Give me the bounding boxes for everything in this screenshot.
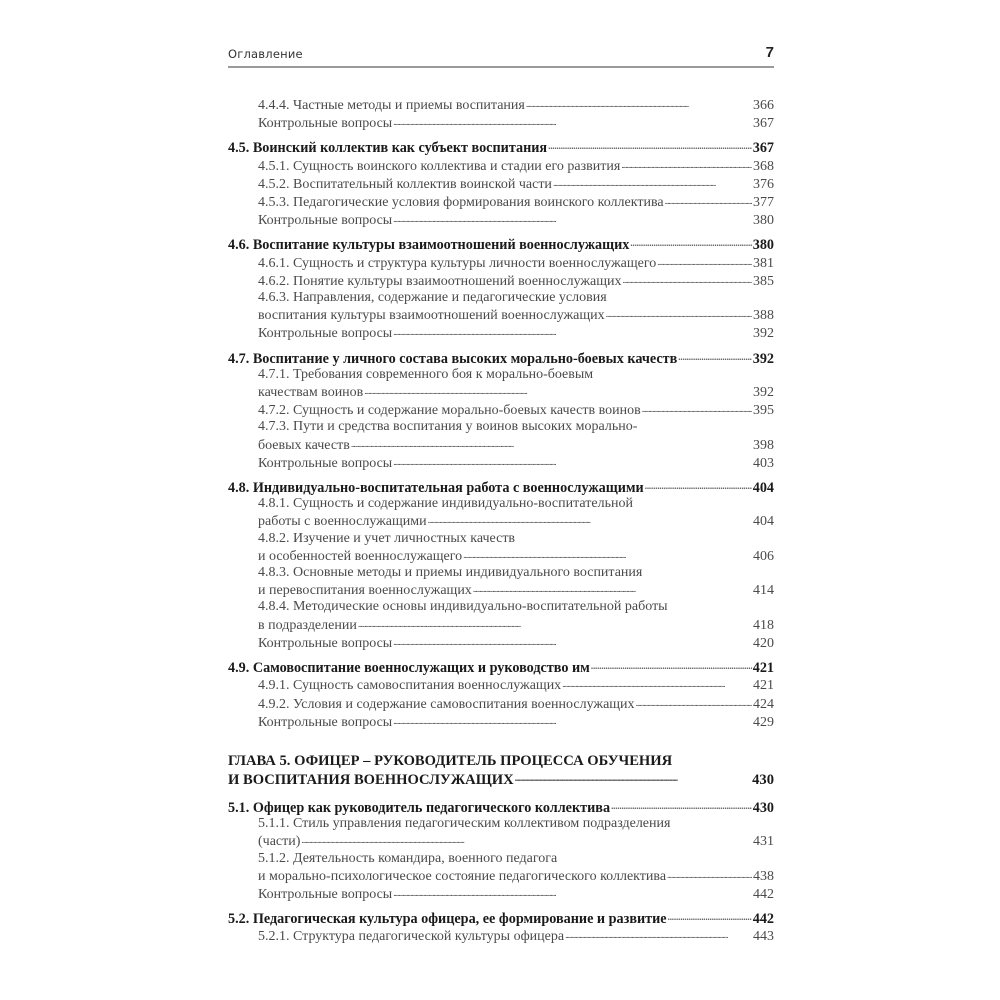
toc-entry-page: 442 — [753, 886, 774, 902]
toc-entry-page: 438 — [753, 868, 774, 884]
leader-dots — [630, 235, 751, 251]
toc-entry-page: 381 — [753, 255, 774, 271]
toc-entry[interactable] — [228, 254, 774, 272]
leader-dots — [565, 927, 752, 943]
toc-entry-page: 380 — [753, 213, 774, 229]
leader-dots — [393, 634, 752, 650]
toc-entry-label: 5.2.1. Структура педагогической культуры офицера — [258, 929, 565, 945]
leader-dots — [562, 676, 752, 692]
toc-entry-page: 406 — [753, 548, 774, 564]
leader-dots — [301, 832, 752, 848]
toc-entry-page: 368 — [753, 158, 774, 174]
toc-entry-label: Контрольные вопросы — [258, 635, 393, 651]
toc-chapter[interactable] — [228, 753, 774, 789]
toc-entry-label-line1: 4.8.4. Методические основы индивидуально-воспитательной работы — [258, 599, 668, 615]
leader-dots — [393, 211, 752, 227]
toc-entry[interactable] — [228, 401, 774, 419]
toc-entry-page: 424 — [753, 696, 774, 712]
toc-entry-page: 420 — [753, 635, 774, 651]
toc-section-label: 5.1. Офицер как руководитель педагогического коллектива — [228, 799, 611, 816]
book-page — [228, 44, 774, 946]
toc-chapter-label: И ВОСПИТАНИЯ ВОЕННОСЛУЖАЩИХ — [228, 771, 514, 788]
toc-entry[interactable] — [228, 211, 774, 229]
toc-entry-label: 4.5.2. Воспитательный коллектив воинской части — [258, 176, 552, 192]
toc-entry-label: (части) — [258, 834, 301, 850]
toc-chapter-page: 430 — [752, 771, 774, 788]
toc-section-page: 392 — [752, 350, 774, 367]
toc-entry-label-line1: 5.1.2. Деятельность командира, военного педагога — [258, 850, 558, 866]
leader-dots — [591, 658, 752, 674]
running-head — [228, 44, 774, 68]
toc-entry[interactable] — [228, 816, 774, 850]
leader-dots — [393, 454, 752, 470]
toc-entry-label: Контрольные вопросы — [258, 886, 393, 902]
toc-section-label: 4.6. Воспитание культуры взаимоотношений военнослужащих — [228, 237, 630, 254]
toc-entry[interactable] — [228, 114, 774, 132]
toc-section-label: 4.9. Самовоспитание военнослужащих и руководство им — [228, 660, 590, 677]
toc-entry[interactable] — [228, 713, 774, 731]
leader-dots — [473, 581, 752, 597]
toc-entry-label-line1: 4.7.3. Пути и средства воспитания у воинов высоких морально- — [258, 419, 638, 435]
toc-entry-label: 4.5.3. Педагогические условия формирования воинского коллектива — [258, 195, 664, 211]
toc-entry[interactable] — [228, 290, 774, 324]
leader-dots — [428, 512, 752, 528]
leader-dots — [611, 798, 752, 814]
toc-entry-label: Контрольные вопросы — [258, 213, 393, 229]
toc-entry-label: и морально-психологическое состояние педагогического коллектива — [258, 868, 667, 884]
toc-entry[interactable] — [228, 324, 774, 342]
toc-entry[interactable] — [228, 531, 774, 565]
leader-dots — [515, 770, 751, 787]
toc-section-label: 4.8. Индивидуально-воспитательная работа с военнослужащими — [228, 480, 644, 497]
leader-dots — [358, 616, 752, 632]
toc-entry-label-line1: 4.8.1. Сущность и содержание индивидуально-воспитательной — [258, 496, 633, 512]
leader-dots — [393, 713, 752, 729]
leader-dots — [393, 324, 752, 340]
toc-entry-page: 377 — [753, 195, 774, 211]
toc-entry-label: Контрольные вопросы — [258, 455, 393, 471]
leader-dots — [553, 175, 752, 191]
toc-chapter-label-line1: ГЛАВА 5. ОФИЦЕР – РУКОВОДИТЕЛЬ ПРОЦЕССА ОБУЧЕНИЯ — [228, 752, 673, 769]
toc-entry[interactable] — [228, 885, 774, 903]
toc-entry[interactable] — [228, 367, 774, 401]
toc-entry-label: 4.6.1. Сущность и структура культуры личности военнослужащего — [258, 255, 657, 271]
leader-dots — [463, 547, 752, 563]
toc-entry-label: 4.5.1. Сущность воинского коллектива и стадии его развития — [258, 158, 621, 174]
toc-section-label: 4.5. Воинский коллектив как субъект воспитания — [228, 140, 548, 157]
toc-entry[interactable] — [228, 272, 774, 290]
toc-entry-page: 443 — [753, 929, 774, 945]
toc-entry[interactable] — [228, 193, 774, 211]
leader-dots — [642, 401, 752, 417]
toc-section-page: 442 — [752, 911, 774, 928]
leader-dots — [393, 114, 752, 130]
toc-entry-label: 4.7.2. Сущность и содержание морально-боевых качеств воинов — [258, 403, 641, 419]
toc-entry-page: 385 — [753, 273, 774, 289]
toc-entry-page: 388 — [753, 308, 774, 324]
toc-entry-label: и перевоспитания военнослужащих — [258, 583, 472, 599]
toc-entry-label-line1: 4.7.1. Требования современного боя к морально-боевым — [258, 366, 594, 382]
leader-dots — [645, 478, 752, 494]
toc-entry-label-line1: 4.8.2. Изучение и учет личностных качеств — [258, 530, 516, 546]
toc-entry-page: 429 — [753, 714, 774, 730]
toc-entry[interactable] — [228, 634, 774, 652]
toc-entry-label: в подразделении — [258, 617, 357, 633]
toc-entry-page: 403 — [753, 455, 774, 471]
toc-entry[interactable] — [228, 851, 774, 885]
toc-section[interactable] — [228, 798, 774, 816]
toc-entry-page: 414 — [753, 583, 774, 599]
toc-section[interactable] — [228, 658, 774, 676]
toc-entry-page: 398 — [753, 437, 774, 453]
toc-entry-page: 421 — [753, 678, 774, 694]
toc-entry-label: 4.9.1. Сущность самовоспитания военнослужащих — [258, 678, 562, 694]
toc-entry[interactable] — [228, 599, 774, 633]
toc-entry-page: 392 — [753, 385, 774, 401]
table-of-contents — [228, 96, 774, 946]
leader-dots — [606, 306, 752, 322]
toc-entry-label: и особенностей военнослужащего — [258, 548, 463, 564]
leader-dots — [657, 254, 752, 270]
toc-entry[interactable] — [228, 695, 774, 713]
toc-entry-page: 367 — [753, 116, 774, 132]
toc-entry-label: Контрольные вопросы — [258, 326, 393, 342]
toc-entry-page: 376 — [753, 176, 774, 192]
toc-entry[interactable] — [228, 157, 774, 175]
leader-dots — [393, 885, 752, 901]
toc-entry[interactable] — [228, 927, 774, 945]
toc-entry[interactable] — [228, 419, 774, 453]
toc-entry-page: 404 — [753, 514, 774, 530]
leader-dots — [623, 272, 752, 288]
leader-dots — [668, 909, 752, 925]
toc-entry-page: 395 — [753, 403, 774, 419]
leader-dots — [526, 96, 752, 112]
toc-entry-label: 4.9.2. Условия и содержание самовоспитания военнослужащих — [258, 696, 635, 712]
toc-entry-label: качествам воинов — [258, 385, 364, 401]
toc-section-page: 404 — [752, 480, 774, 497]
toc-section[interactable] — [228, 235, 774, 253]
toc-entry-label: 4.6.2. Понятие культуры взаимоотношений военнослужащих — [258, 273, 622, 289]
toc-section-page: 430 — [752, 799, 774, 816]
toc-entry-label-line1: 4.8.3. Основные методы и приемы индивидуального воспитания — [258, 565, 643, 581]
leader-dots — [364, 383, 752, 399]
toc-entry-page: 392 — [753, 326, 774, 342]
leader-dots — [548, 138, 752, 154]
leader-dots — [678, 349, 751, 365]
leader-dots — [667, 867, 752, 883]
toc-section-page: 380 — [752, 237, 774, 254]
toc-entry-label: работы с военнослужащими — [258, 514, 427, 530]
toc-entry[interactable] — [228, 676, 774, 694]
toc-section-page: 367 — [752, 140, 774, 157]
toc-section-page: 421 — [752, 660, 774, 677]
toc-entry-label: Контрольные вопросы — [258, 116, 393, 132]
leader-dots — [636, 695, 752, 711]
toc-entry[interactable] — [228, 496, 774, 530]
toc-entry-page: 418 — [753, 617, 774, 633]
toc-entry[interactable] — [228, 454, 774, 472]
toc-entry[interactable] — [228, 565, 774, 599]
toc-entry-label: боевых качеств — [258, 437, 350, 453]
toc-section[interactable] — [228, 349, 774, 367]
leader-dots — [621, 157, 752, 173]
toc-entry-label-line1: 4.6.3. Направления, содержание и педагогические условия — [258, 290, 607, 306]
toc-section-label: 4.7. Воспитание у личного состава высоких морально-боевых качеств — [228, 350, 678, 367]
leader-dots — [665, 193, 752, 209]
running-title: Оглавление — [228, 47, 303, 61]
toc-section[interactable] — [228, 138, 774, 156]
toc-section[interactable] — [228, 909, 774, 927]
toc-entry-label-line1: 5.1.1. Стиль управления педагогическим коллективом подразделения — [258, 816, 671, 832]
toc-entry[interactable] — [228, 175, 774, 193]
leader-dots — [351, 436, 752, 452]
toc-entry-page: 366 — [753, 98, 774, 113]
toc-entry-label: воспитания культуры взаимоотношений военнослужащих — [258, 308, 605, 324]
toc-section-label: 5.2. Педагогическая культура офицера, ее формирование и развитие — [228, 911, 667, 928]
toc-section[interactable] — [228, 478, 774, 496]
toc-entry-page: 431 — [753, 834, 774, 850]
toc-entry[interactable] — [228, 96, 774, 114]
page-number: 7 — [765, 44, 774, 61]
toc-entry-label: Контрольные вопросы — [258, 714, 393, 730]
toc-entry-label: 4.4.4. Частные методы и приемы воспитания — [258, 98, 525, 113]
